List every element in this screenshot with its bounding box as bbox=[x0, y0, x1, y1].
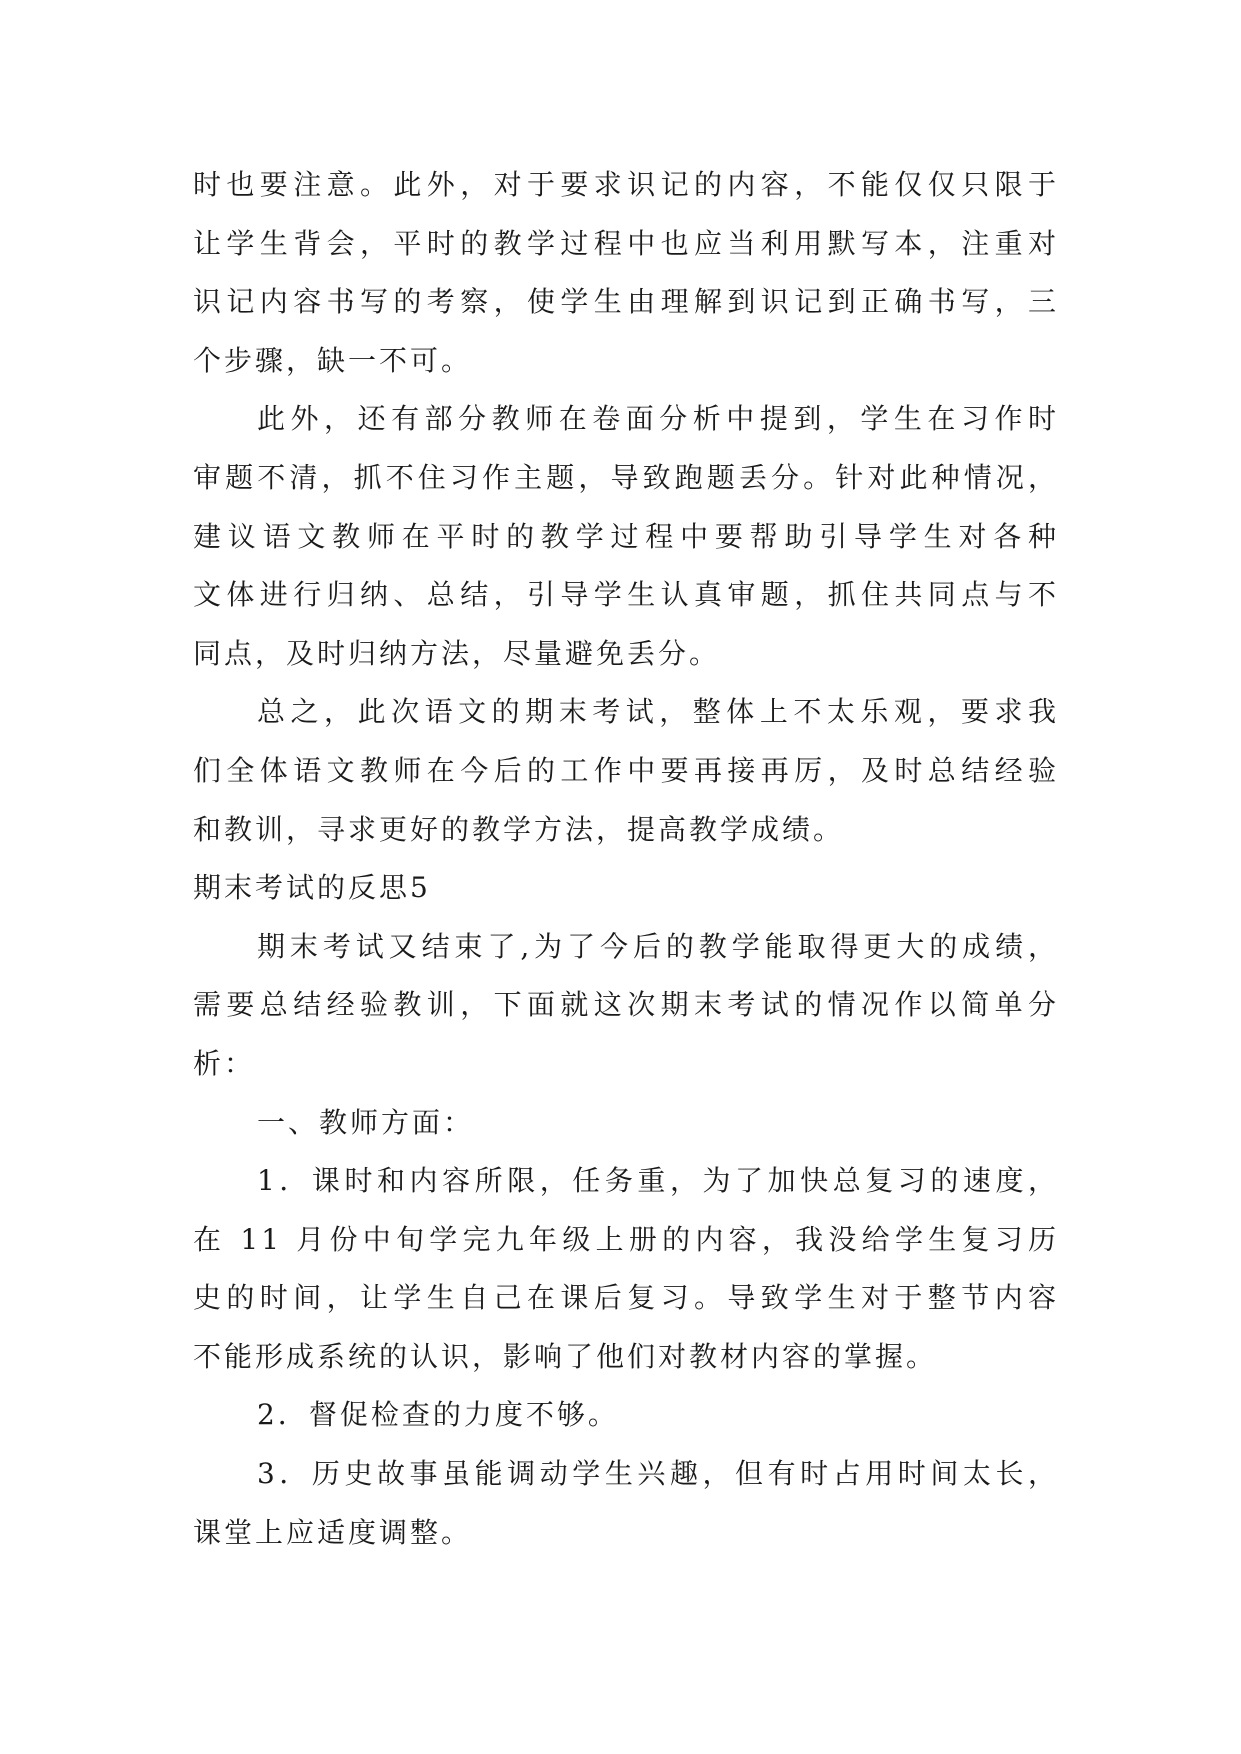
text-line: 文体进行归纳、总结，引导学生认真审题，抓住共同点与不 bbox=[193, 578, 1059, 612]
list-item bbox=[193, 1445, 1059, 1562]
text-line: 2．督促检查的力度不够。 bbox=[257, 1398, 619, 1432]
list-item bbox=[193, 1152, 1059, 1386]
list-item bbox=[193, 1386, 1059, 1445]
text-line: 析： bbox=[193, 1046, 256, 1080]
text-line: 总之，此次语文的期末考试，整体上不太乐观，要求我 bbox=[257, 695, 1059, 729]
text-line: 课堂上应适度调整。 bbox=[193, 1515, 473, 1549]
text-line: 需要总结经验教训，下面就这次期末考试的情况作以简单分 bbox=[193, 988, 1059, 1022]
paragraph bbox=[193, 1094, 1059, 1153]
text-line: 和教训，寻求更好的教学方法，提高教学成绩。 bbox=[193, 812, 845, 846]
text-line: 在 11 月份中旬学完九年级上册的内容，我没给学生复习历 bbox=[193, 1222, 1059, 1256]
text-line: 建议语文教师在平时的教学过程中要帮助引导学生对各种 bbox=[193, 519, 1059, 553]
paragraph bbox=[193, 918, 1059, 1094]
text-line: 审题不清，抓不住习作主题，导致跑题丢分。针对此种情况， bbox=[193, 460, 1059, 494]
document-body bbox=[193, 156, 1059, 1562]
text-line: 识记内容书写的考察，使学生由理解到识记到正确书写，三 bbox=[193, 285, 1059, 319]
text-line: 不能形成系统的认识，影响了他们对教材内容的掌握。 bbox=[193, 1339, 938, 1373]
text-line: 3．历史故事虽能调动学生兴趣，但有时占用时间太长， bbox=[257, 1457, 1059, 1491]
text-line: 此外，还有部分教师在卷面分析中提到，学生在习作时 bbox=[257, 402, 1059, 436]
text-line: 同点，及时归纳方法，尽量避免丢分。 bbox=[193, 636, 721, 670]
text-line: 期末考试又结束了,为了今后的教学能取得更大的成绩， bbox=[257, 929, 1059, 963]
paragraph bbox=[193, 390, 1059, 683]
subheading-line: 一、教师方面： bbox=[257, 1105, 475, 1139]
paragraph bbox=[193, 156, 1059, 390]
text-line: 们全体语文教师在今后的工作中要再接再厉，及时总结经验 bbox=[193, 753, 1059, 787]
text-line: 1．课时和内容所限，任务重，为了加快总复习的速度， bbox=[257, 1164, 1059, 1198]
section-heading: 期末考试的反思5 bbox=[193, 871, 431, 905]
text-line: 时也要注意。此外，对于要求识记的内容，不能仅仅只限于 bbox=[193, 168, 1059, 201]
paragraph bbox=[193, 683, 1059, 859]
text-line: 史的时间，让学生自己在课后复习。导致学生对于整节内容 bbox=[193, 1281, 1059, 1315]
text-line: 个步骤，缺一不可。 bbox=[193, 343, 473, 377]
text-line: 让学生背会，平时的教学过程中也应当利用默写本，注重对 bbox=[193, 226, 1059, 260]
